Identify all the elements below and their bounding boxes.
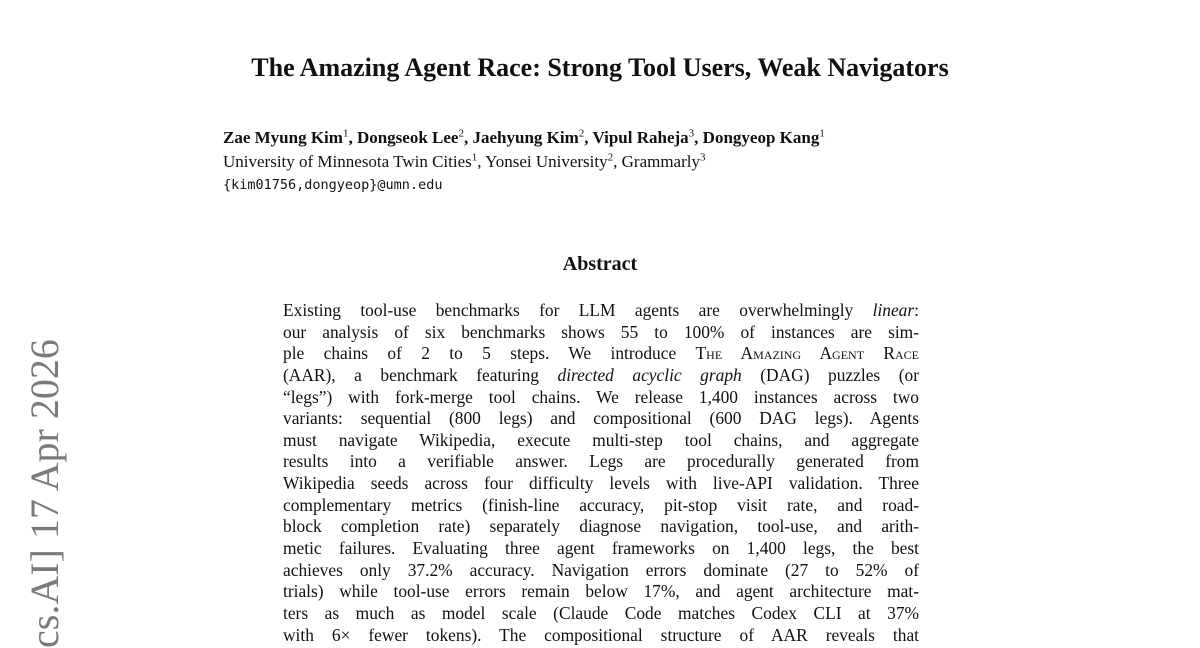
abstract-text: results into a verifiable answer. Legs are procedurally generated from [283, 451, 919, 472]
abstract-text: must navigate Wikipedia, execute multi-step tool chains, and aggregate [283, 429, 919, 450]
abstract-line [283, 473, 919, 495]
abstract-line [283, 430, 919, 452]
affiliation-marker: 2 [578, 127, 585, 140]
affiliation-marker: 2 [458, 127, 464, 140]
abstract-line [283, 365, 919, 387]
abstract-line [283, 387, 919, 409]
arxiv-stamp: cs.AI] 17 Apr 2026 [22, 339, 67, 648]
affiliation-marker: 3 [688, 127, 695, 140]
abstract-line [283, 538, 919, 560]
abstract-text: our analysis of six benchmarks shows 55 to 100% of instances are sim- [283, 321, 919, 342]
abstract-text: metic failures. Evaluating three agent frameworks on 1,400 legs, the best [283, 538, 919, 559]
abstract-line [283, 581, 919, 603]
abstract-text: block completion rate) separately diagnose navigation, tool-use, and arith- [283, 516, 919, 537]
emphasis-text: directed acyclic graph [557, 364, 742, 385]
separator: , [694, 128, 703, 147]
abstract-line [283, 625, 919, 647]
abstract-line [283, 408, 919, 430]
affiliation-name: University of Minnesota Twin Cities [223, 152, 472, 171]
author-list [223, 127, 825, 149]
abstract-text: (DAG) puzzles (or [741, 364, 919, 385]
abstract-text: Existing tool-use benchmarks for LLM agents are overwhelmingly [283, 300, 873, 320]
author-name: Jaehyung Kim [472, 128, 579, 147]
contact-email: {kim01756,dongyeop}@umn.edu [223, 177, 443, 193]
abstract-text: complementary metrics (finish-line accuracy, pit-stop visit rate, and road- [283, 494, 919, 515]
affiliation-name: Grammarly [621, 152, 700, 171]
abstract-line [283, 516, 919, 538]
emphasis-text: linear [872, 300, 915, 320]
affiliation-name: Yonsei University [485, 152, 608, 171]
abstract-line [283, 603, 919, 625]
benchmark-name: The Amazing Agent Race [695, 343, 920, 364]
affiliation-marker: 1 [819, 127, 825, 140]
abstract-text: variants: sequential (800 legs) and compositional (600 DAG legs). Agents [283, 408, 919, 429]
abstract-line [283, 300, 919, 322]
affiliation-list [223, 151, 705, 173]
abstract-line [283, 322, 919, 344]
affiliation-marker: 3 [699, 151, 706, 164]
author-name: Zae Myung Kim [223, 128, 343, 147]
abstract-text: Wikipedia seeds across four difficulty levels with live-API validation. Three [283, 473, 919, 494]
abstract-text: with 6× fewer tokens). The compositional structure of AAR reveals that [283, 624, 919, 645]
separator: , [584, 128, 593, 147]
abstract-line [283, 451, 919, 473]
author-name: Dongseok Lee [356, 128, 459, 147]
separator: , [463, 128, 473, 147]
separator: , [477, 152, 486, 171]
abstract-line [283, 495, 919, 517]
abstract-line [283, 343, 919, 365]
abstract-text: : [914, 300, 919, 320]
abstract-body [283, 300, 919, 646]
abstract-text: ters as much as model scale (Claude Code matches Codex CLI at 37% [283, 602, 919, 623]
author-name: Dongyeop Kang [702, 128, 820, 147]
abstract-text: “legs”) with fork-merge tool chains. We release 1,400 instances across two [283, 386, 919, 407]
affiliation-marker: 1 [471, 151, 478, 164]
affiliation-marker: 2 [607, 151, 614, 164]
affiliation-marker: 1 [342, 127, 349, 140]
abstract-text: achieves only 37.2% accuracy. Navigation errors dominate (27 to 52% of [283, 559, 919, 580]
abstract-text: ple chains of 2 to 5 steps. We introduce [283, 343, 696, 364]
separator: , [613, 152, 622, 171]
author-name: Vipul Raheja [592, 128, 689, 147]
abstract-text: trials) while tool-use errors remain below 17%, and agent architecture mat- [283, 581, 919, 602]
abstract-heading: Abstract [562, 253, 638, 275]
paper-title: The Amazing Agent Race: Strong Tool Users, Weak Navigators [251, 53, 949, 82]
abstract-line [283, 560, 919, 582]
abstract-text: (AAR), a benchmark featuring [283, 364, 558, 385]
separator: , [348, 128, 357, 147]
